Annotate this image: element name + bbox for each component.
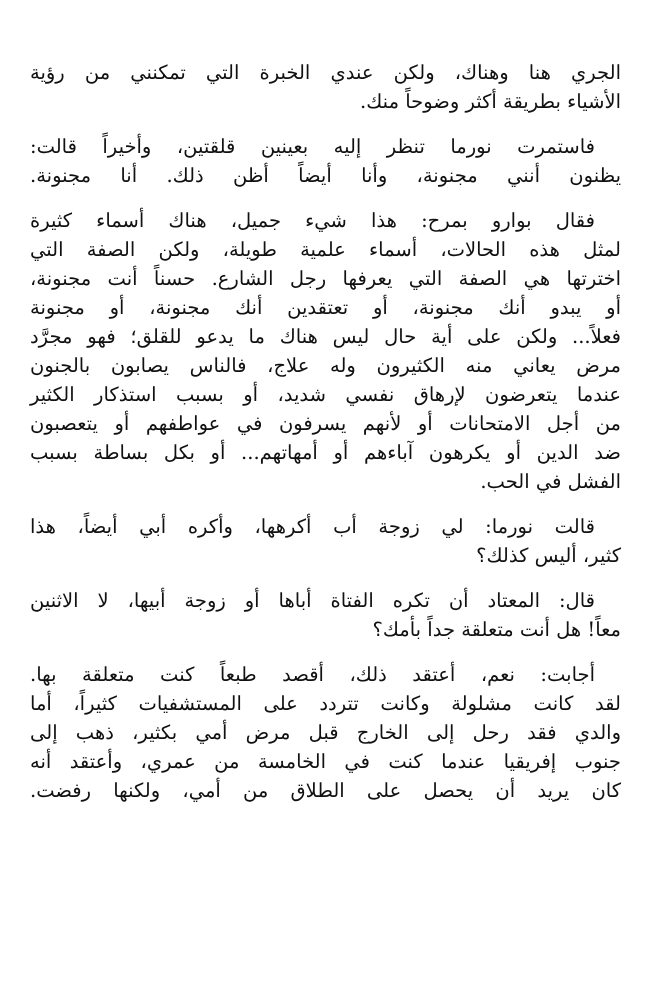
- text-line: والدي فقد رحل إلى الخارج قبل مرض أمي بكثير، ذهب إلى: [30, 721, 621, 744]
- paragraph-2: [30, 132, 621, 190]
- text-line: أجابت: نعم، أعتقد ذلك، أقصد طبعاً كنت متعلقة بها.: [30, 663, 595, 686]
- text-line: يظنون أنني مجنونة، وأنا أيضاً أظن ذلك. أنا مجنونة.: [30, 164, 621, 187]
- text-line: ضد الدين أو يكرهون آباءهم أو أمهاتهم... أو بكل بساطة بسبب: [30, 441, 621, 464]
- text-line: الجري هنا وهناك، ولكن عندي الخبرة التي تمكنني من رؤية: [30, 61, 621, 84]
- text-line: كان يريد أن يحصل على الطلاق من أمي، ولكنها رفضت.: [30, 779, 621, 802]
- paragraph-3: [30, 206, 621, 496]
- text-line: جنوب إفريقيا عندما كنت في الخامسة من عمري، وأعتقد أنه: [30, 750, 621, 773]
- text-line: لمثل هذه الحالات، أسماء علمية طويلة، ولكن الصفة التي: [30, 238, 621, 261]
- text-line: قالت نورما: لي زوجة أب أكرهها، وأكره أبي أيضاً، هذا: [30, 515, 595, 538]
- text-line: عندما يتعرضون لإرهاق نفسي شديد، أو بسبب استذكار الكثير: [30, 383, 621, 406]
- text-line: معاً! هل أنت متعلقة جداً بأمك؟: [372, 618, 621, 641]
- text-line: أو يبدو أنك مجنونة، أو تعتقدين أنك مجنونة، أو مجنونة: [30, 296, 621, 319]
- book-page: [30, 58, 621, 821]
- text-line: الأشياء بطريقة أكثر وضوحاً منك.: [360, 90, 621, 113]
- text-line: الفشل في الحب.: [480, 470, 621, 493]
- paragraph-5: [30, 586, 621, 644]
- text-line: اخترتها هي الصفة التي يعرفها رجل الشارع. حسناً أنت مجنونة،: [30, 267, 621, 290]
- text-line: كثير، أليس كذلك؟: [476, 544, 621, 567]
- text-line: لقد كانت مشلولة وكانت تتردد على المستشفيات كثيراً، أما: [30, 692, 621, 715]
- paragraph-4: [30, 512, 621, 570]
- paragraph-6: [30, 660, 621, 805]
- text-line: من أجل الامتحانات أو لأنهم يسرفون في عواطفهم أو يتعصبون: [30, 412, 621, 435]
- paragraph-1: [30, 58, 621, 116]
- text-line: قال: المعتاد أن تكره الفتاة أباها أو زوجة أبيها، لا الاثنين: [30, 589, 595, 612]
- text-line: مرض يعاني منه الكثيرون وله علاج، فالناس يصابون بالجنون: [30, 354, 621, 377]
- text-line: فعلاً... ولكن على أية حال ليس هناك ما يدعو للقلق؛ فهو مجرَّد: [30, 325, 621, 348]
- text-line: فاستمرت نورما تنظر إليه بعينين قلقتين، وأخيراً قالت:: [30, 135, 595, 158]
- text-line: فقال بوارو بمرح: هذا شيء جميل، هناك أسماء كثيرة: [30, 209, 595, 232]
